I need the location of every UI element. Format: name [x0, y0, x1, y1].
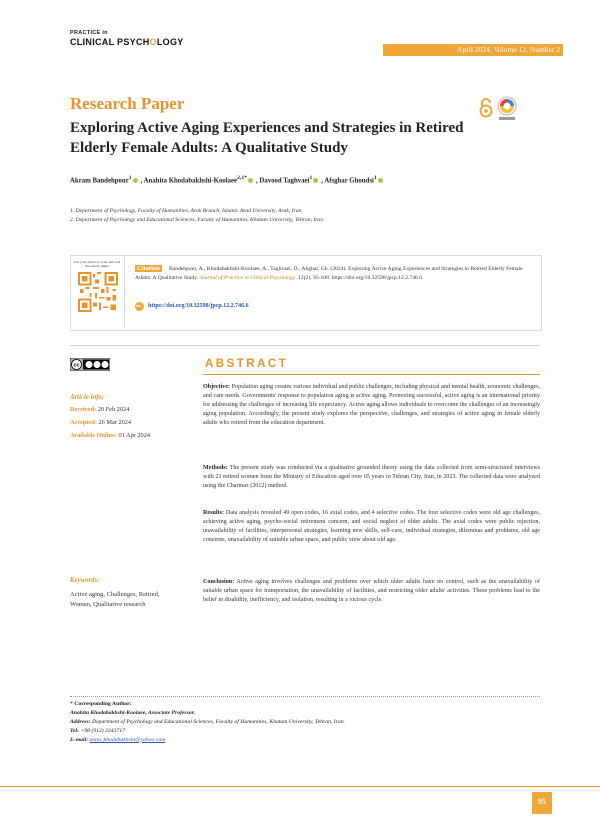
correspondence-block	[70, 700, 345, 745]
objective-label: Objective:	[203, 384, 231, 390]
article-info-heading: Article info:	[70, 394, 105, 401]
footer-rule	[0, 786, 600, 787]
received-label: Received:	[70, 406, 97, 413]
accepted-value: 26 Mar 2024	[98, 419, 132, 426]
results-text: Data analysis revealed 49 open codes, 16 axial codes, and 4 selective codes. The four selective codes were old age challenges, achieving active aging, psycho-social retirement concern, and social neglect of elder adults. The axial codes were public rejection, unavailability of facilities, interpersonal strategies, learning new skills, self-care, individual strategies, dilemmas and problems, old age concerns, unavailability of suitable urban space, and public view about old age.	[203, 510, 540, 543]
qr-code-icon[interactable]	[78, 272, 118, 312]
author-list: Akram Bandehpour$^1$ , Anahita Khodabakhshi-Koolaee$^{2,1*}$ , Davood Taghvaei$^1$ , Afsghar Ghoudsi$^1$	[70, 175, 386, 184]
corr-address-label: Address:	[70, 718, 91, 725]
online-date	[70, 432, 150, 439]
citation-volume: . 12(2), 95-108.	[295, 275, 331, 281]
author-name[interactable]: Akram Bandehpour	[70, 177, 129, 185]
author-name[interactable]: Davood Taghvaei	[259, 177, 310, 185]
qr-caption: Use your device to scan and read the article online	[73, 260, 121, 268]
abstract-rule	[203, 374, 540, 375]
corr-name: Anahita Khodabakhshi-Koolaee, Associate Professor.	[70, 709, 196, 716]
keywords-text: Active aging, Challenges, Retired, Women, Qualitative research	[70, 591, 160, 608]
conclusion-label: Conclusion:	[203, 579, 235, 585]
abstract-conclusion	[203, 578, 540, 605]
journal-name-top: PRACTICE in	[70, 30, 108, 36]
doi-link[interactable]: https://doi.org/10.32598/jpcp.12.2.746.6	[148, 303, 249, 309]
page-number: 95	[538, 797, 546, 806]
journal-name-b: LOGY	[156, 37, 184, 47]
accepted-date	[70, 419, 131, 426]
doi-icon-text: doi	[136, 304, 142, 308]
doi-icon	[135, 302, 144, 311]
abstract-methods	[203, 464, 540, 491]
received-value: 20 Feb 2024	[97, 406, 130, 413]
creative-commons-icon[interactable]	[70, 358, 110, 371]
abstract-objective	[203, 383, 540, 428]
keywords-heading: Keywords:	[70, 577, 100, 584]
author-name[interactable]: Anahita Khodabakhshi-Koolaee	[143, 177, 238, 185]
correspondence-rule	[70, 696, 540, 697]
abstract-results	[203, 509, 540, 545]
author-sup: 1	[128, 175, 132, 181]
citation-doi-plain: https://doi.org/10.32598/jpcp.12.2.746.6	[331, 275, 423, 281]
accepted-label: Accepted:	[70, 419, 97, 426]
author-sup: 1	[373, 175, 377, 181]
journal-name-a: CLINICAL PSYCH	[70, 37, 150, 47]
citation-text	[135, 265, 535, 283]
author-sup: 2,1*	[237, 175, 247, 181]
received-date	[70, 406, 129, 413]
methods-text: The present study was conducted via a qualitative grounded theory using the data collected from semi-structured interviews with 21 retired women from the Ministry of Education aged over 65 years in Tehran City, Iran, in 2023. The collected data were analyzed using the Charmaz (2012) method.	[203, 465, 540, 489]
citation-label: Citation	[137, 265, 160, 272]
orcid-icon[interactable]	[313, 178, 318, 183]
journal-name-o: O	[149, 37, 157, 47]
divider	[70, 345, 540, 346]
corr-heading: * Corresponding Author:	[70, 701, 132, 707]
abstract-heading: ABSTRACT	[205, 358, 289, 370]
orcid-icon[interactable]	[378, 178, 383, 183]
conclusion-text: Active aging involves challenges and problems over which older adults have no control, such as the unavailability of suitable urban space for transportation, the unavailability of facilities, and restricting older adults' activities. These problems lead to the belief in disability, inefficiency, and isolation, resulting in a vicious cycle.	[203, 579, 540, 603]
journal-name	[70, 37, 184, 47]
author-name[interactable]: Afsghar Ghoudsi	[324, 177, 374, 185]
corr-email-label: E-mail:	[70, 736, 89, 743]
corr-address: Department of Psychology and Educational Sciences, Faculty of Humanities, Khatam University, Tehran, Iran.	[90, 718, 345, 725]
online-value: 01 Apr 2024	[118, 432, 150, 439]
corr-email-link[interactable]: anna_khodabakhshi@yahoo.com	[89, 736, 166, 743]
methods-label: Methods:	[203, 465, 228, 471]
crossmark-icon[interactable]	[496, 96, 518, 122]
citation-body: Bandehpour, A., Khodabakhshi-Koolaee, A., Taghvaei, D., Ahghar, Gh. (2024). Exploring Active Aging Experiences and Strategies in Retired Elderly Female Adults: A Qualitative Study.	[135, 266, 523, 281]
article-type: Research Paper	[70, 94, 185, 113]
objective-text: Population aging creates various individual and public challenges, including physical and mental health, economic challenges, and care needs. Governments' response to population aging is active aging. Promoting successful, active aging is an international priority for addressing the challenges of increasing life expectancy. Active aging allows individuals to overcome the challenges of an increasingly aging population. Accordingly, the present study explores the perspective, challenges, and strategies of active aging in female elderly adults who retired from the education department.	[203, 384, 540, 426]
online-label: Available Online:	[70, 432, 117, 439]
author-sup: 1	[309, 175, 313, 181]
issue-label: April 2024, Volume 12, Number 2	[457, 45, 560, 54]
orcid-icon[interactable]	[248, 178, 253, 183]
results-label: Results:	[203, 510, 224, 516]
affiliation: 2. Department of Psychology and Educational Sciences, Faculty of Humanities, Khatam University, Tehran, Iran.	[70, 217, 325, 223]
affiliation: 1. Department of Psychology, Faculty of Humanities, Arak Branch, Islamic Azad University, Arak, Iran.	[70, 208, 303, 214]
article-title: Exploring Active Aging Experiences and Strategies in Retired Elderly Female Adults: A Qualitative Study	[70, 120, 464, 156]
corr-tel-label: Tel:	[70, 727, 79, 734]
open-access-icon	[478, 98, 494, 118]
citation-journal: Journal of Practice in Clinical Psychology	[199, 275, 296, 281]
orcid-icon[interactable]	[133, 178, 138, 183]
svg-text:cc: cc	[73, 362, 80, 369]
corr-tel: +98 (912) 2343717	[78, 727, 125, 734]
